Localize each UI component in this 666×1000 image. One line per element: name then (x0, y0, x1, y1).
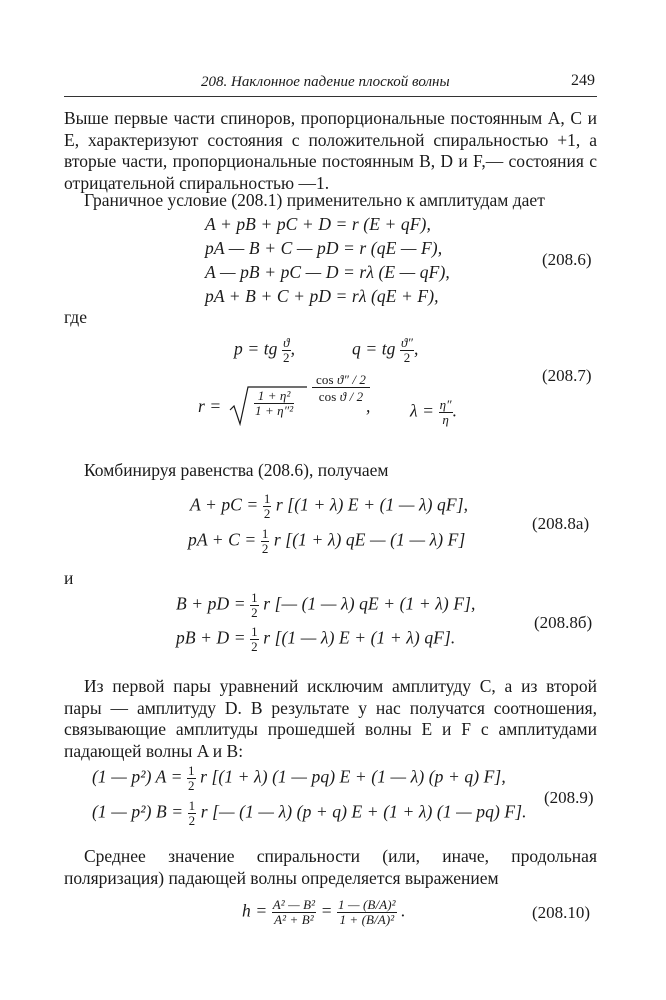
section-title: 208. Наклонное падение плоской волны (201, 74, 450, 90)
paragraph-eliminate: Из первой пары уравнений исключим амплитуду C, а из второй пары — амплитуду D. В результате у нас получатся соотношения, связывающие амплитуды прошедшей волны E и F с амплитудами падающей волны A и B: (64, 676, 597, 761)
equation-number-208-9: (208.9) (544, 788, 594, 807)
paragraph-combining: Комбинируя равенства (208.6), получаем (84, 460, 389, 480)
equation-number-208-8b: (208.8б) (534, 613, 593, 632)
word-and: и (64, 568, 74, 588)
equation-208-8b-line-1: B + pD = $\frac{1}{2}$ r [— (1 — λ) qE + (1 + λ) F], (176, 590, 476, 620)
equation-208-10: h = $\frac{\text{A² — B²}}{\text{A² + B²}}$ = $\frac{\text{1 — (B/A)²}}{\text{1 + (B/A)²}}$ . (242, 897, 406, 927)
equation-number-208-6: (208.6) (542, 250, 592, 269)
paragraph-boundary-condition: Граничное условие (208.1) применительно к амплитудам дает (84, 190, 545, 210)
paragraph-spinors: Выше первые части спиноров, пропорциональные постоянным A, C и E, характеризуют состояния с положительной спиральностью +1, а вторые части, пропорциональные постоянным B, D и F,— состояния с отрицательной спиральностью —1. (64, 108, 597, 193)
equation-number-208-10: (208.10) (532, 903, 591, 922)
equation-208-7-q: q = tg $\frac{ϑ''}{2}$ , (352, 335, 419, 365)
equation-number-208-8a: (208.8а) (532, 514, 590, 533)
equation-208-8b-line-2: pB + D = $\frac{1}{2}$ r [(1 — λ) E + (1 + λ) qF]. (176, 624, 456, 654)
equation-208-6-line-1: A + pB + pC + D = r (E + qF), (205, 214, 431, 234)
paragraph-helicity: Среднее значение спиральности (или, иначе, продольная поляризация) падающей волны определяется выражением (64, 846, 597, 888)
equation-208-7-lambda: λ = $\frac{\eta''}{\eta}$ . (410, 397, 458, 427)
running-header (64, 70, 597, 97)
equation-208-9-line-2: (1 — p²) B = $\frac{1}{2}$ r [— (1 — λ) (p + q) E + (1 + λ) (1 — pq) F]. (92, 798, 527, 828)
equation-208-9-line-1: (1 — p²) A = $\frac{1}{2}$ r [(1 + λ) (1 — pq) E + (1 — λ) (p + q) F], (92, 763, 506, 793)
equation-208-6-line-4: pA + B + C + pD = rλ (qE + F), (205, 286, 439, 306)
word-where: где (64, 307, 87, 327)
equation-208-8a-line-2: pA + C = $\frac{1}{2}$ r [(1 + λ) qE — (1 — λ) F] (188, 526, 466, 556)
equation-number-208-7: (208.7) (542, 366, 592, 385)
equation-208-8a-line-1: A + pC = $\frac{1}{2}$ r [(1 + λ) E + (1 — λ) qF], (190, 491, 469, 521)
page-number: 249 (571, 72, 595, 89)
equation-208-7-p: p = tg $\frac{ϑ}{2}$ , (234, 335, 296, 365)
equation-208-6-line-3: A — pB + pC — D = rλ (E — qF), (205, 262, 450, 282)
equation-208-6-line-2: pA — B + C — pD = r (qE — F), (205, 238, 443, 258)
